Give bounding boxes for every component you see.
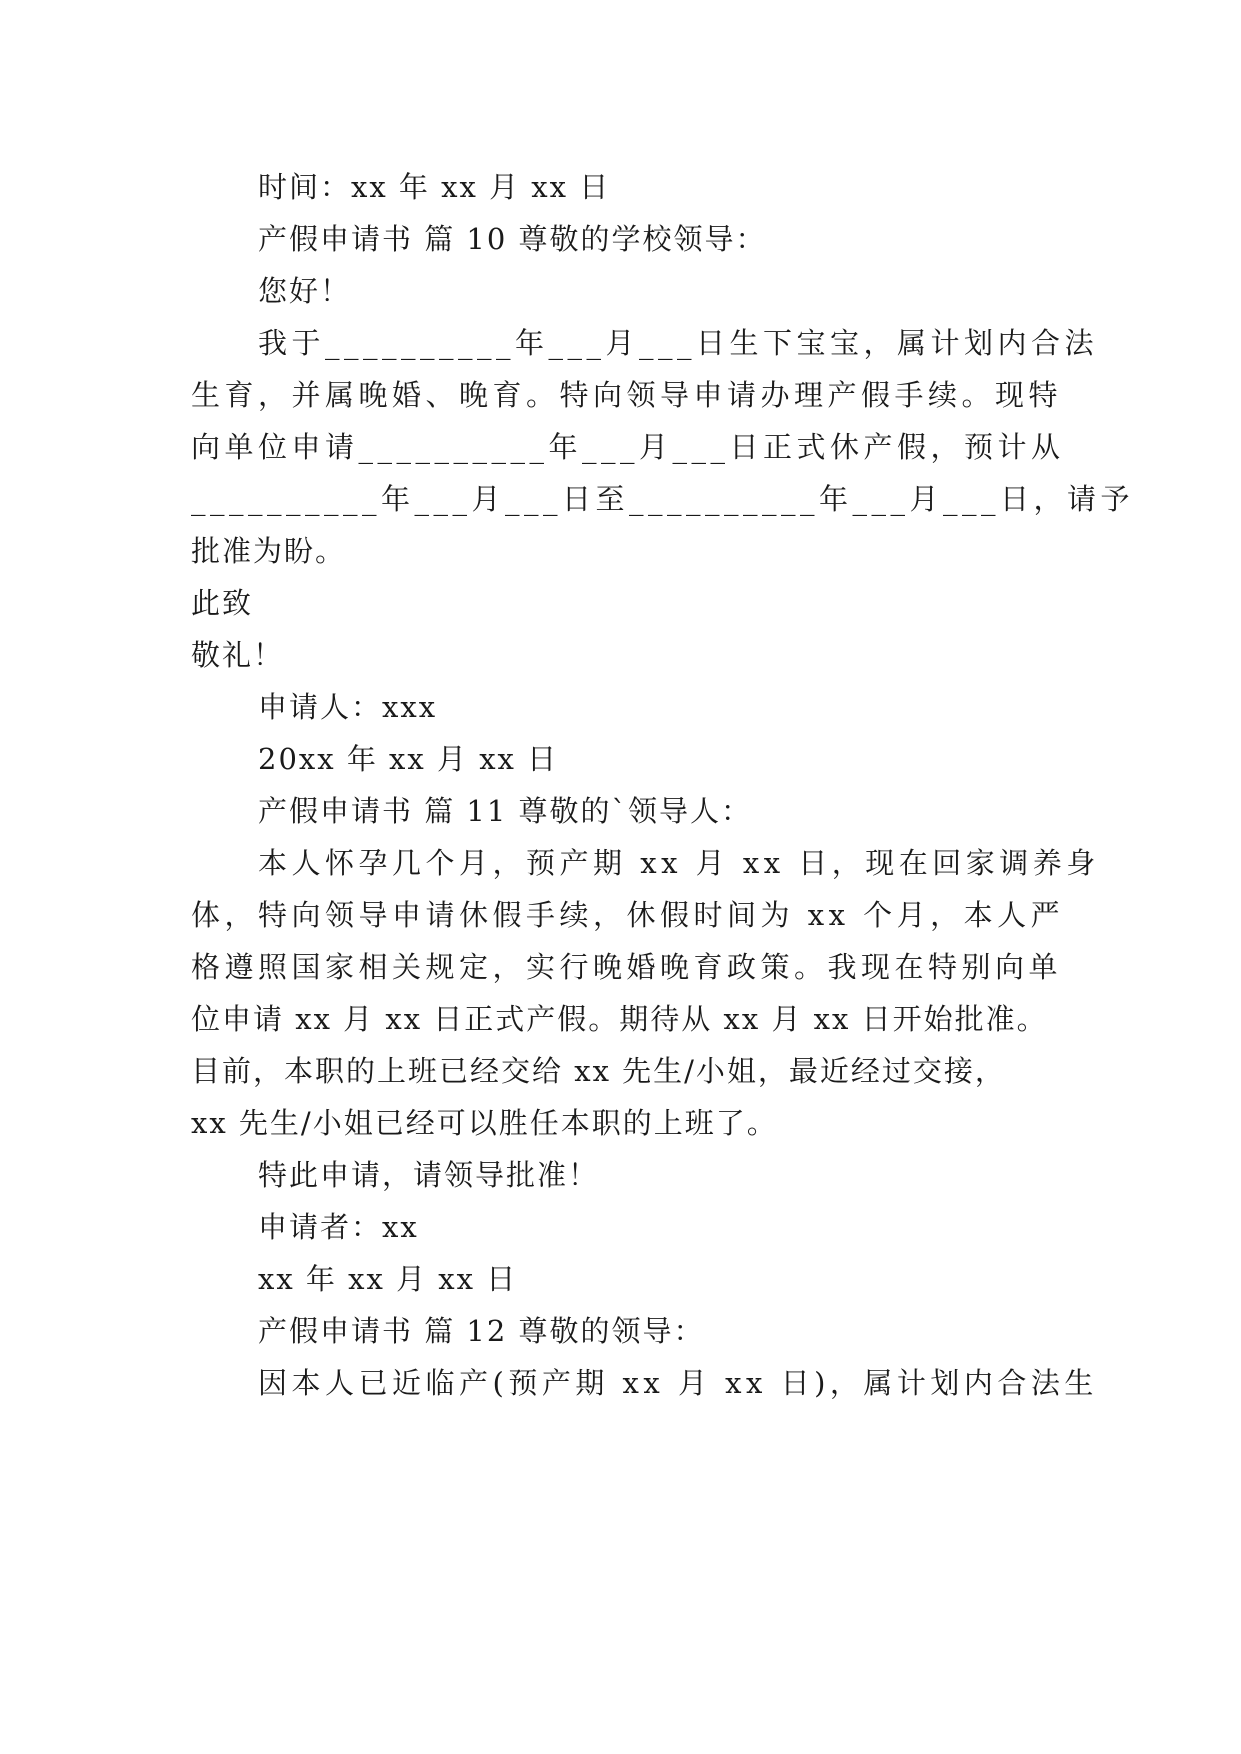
text-line: 时间：xx 年 xx 月 xx 日 — [258, 170, 611, 204]
text-line: 特此申请，请领导批准！ — [258, 1158, 600, 1192]
text-line: 申请人：xxx — [258, 690, 438, 724]
section-heading: 产假申请书 篇 11 尊敬的`领导人： — [258, 794, 753, 828]
text-line: 此致 — [191, 586, 254, 620]
text-line: 本人怀孕几个月，预产期 xx 月 xx 日，现在回家调养身 — [258, 846, 1100, 880]
text-line: 目前，本职的上班已经交给 xx 先生/小姐，最近经过交接， — [191, 1054, 1006, 1088]
text-line: 因本人已近临产(预产期 xx 月 xx 日)，属计划内合法生 — [258, 1366, 1098, 1400]
text-line: 20xx 年 xx 月 xx 日 — [258, 742, 559, 776]
text-line: 体，特向领导申请休假手续，休假时间为 xx 个月，本人严 — [191, 898, 1065, 932]
text-line: 位申请 xx 月 xx 日正式产假。期待从 xx 月 xx 日开始批准。 — [191, 1002, 1048, 1036]
text-line: 我于__________年___月___日生下宝宝，属计划内合法 — [258, 326, 1099, 360]
text-line: xx 先生/小姐已经可以胜任本职的上班了。 — [191, 1106, 778, 1140]
text-line: 格遵照国家相关规定，实行晚婚晚育政策。我现在特别向单 — [191, 950, 1063, 984]
text-line: 生育，并属晚婚、晚育。特向领导申请办理产假手续。现特 — [191, 378, 1063, 412]
text-line: 向单位申请__________年___月___日正式休产假，预计从 — [191, 430, 1065, 464]
text-line: 敬礼！ — [191, 638, 285, 672]
text-line: 申请者：xx — [258, 1210, 419, 1244]
text-line: 批准为盼。 — [191, 534, 347, 568]
text-line: xx 年 xx 月 xx 日 — [258, 1262, 518, 1296]
text-line: 您好！ — [258, 274, 352, 308]
section-heading: 产假申请书 篇 10 尊敬的学校领导： — [258, 222, 767, 256]
text-line: __________年___月___日至__________年___月___日，请予 — [191, 482, 1135, 516]
section-heading: 产假申请书 篇 12 尊敬的领导： — [258, 1314, 705, 1348]
